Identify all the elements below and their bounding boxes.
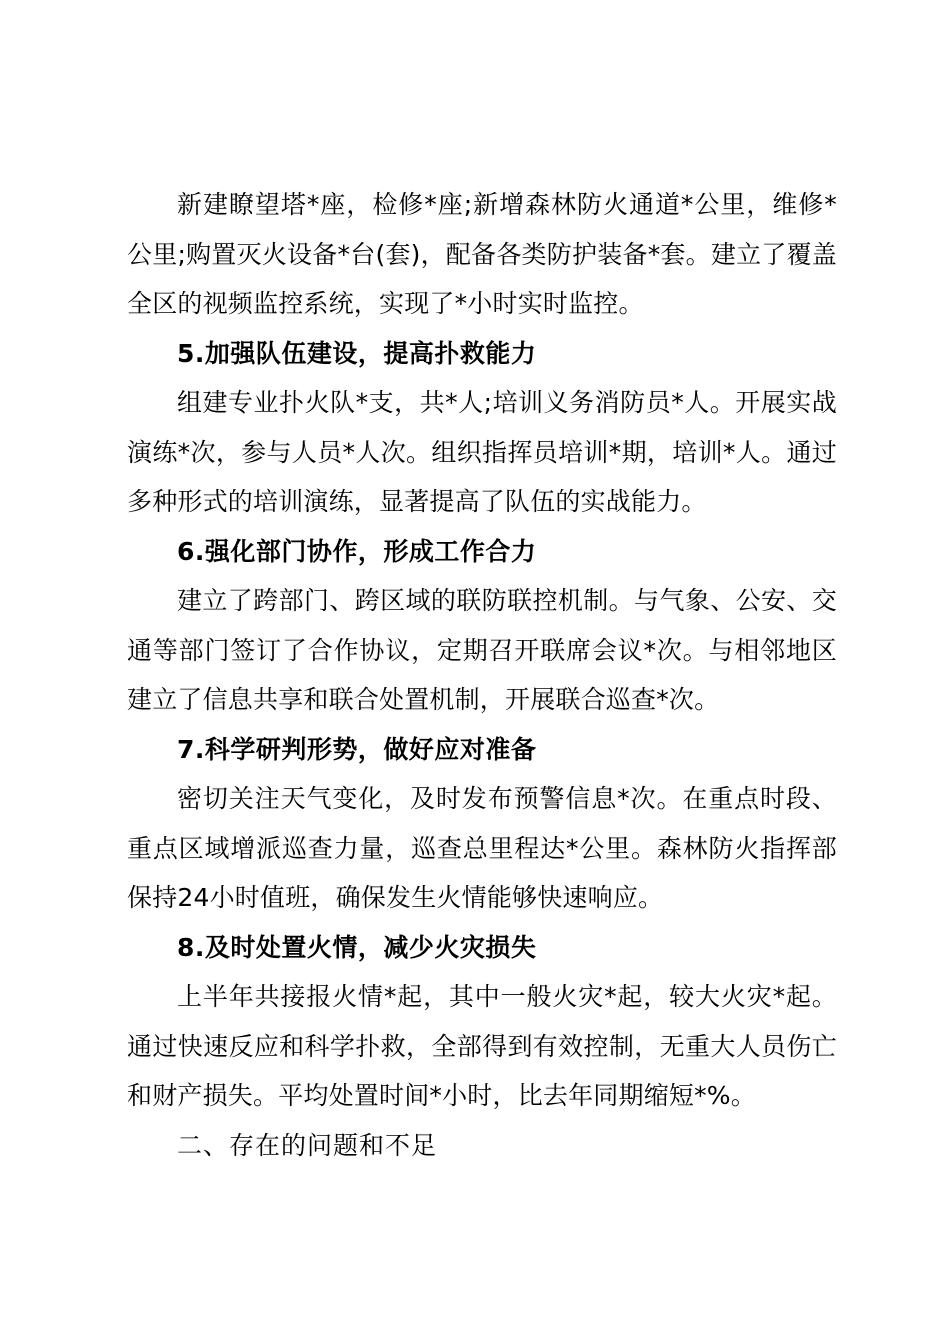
paragraph-fire-handling: 上半年共接报火情*起，其中一般火灾*起，较大火灾*起。通过快速反应和科学扑救，全部得到有效控制，无重大人员伤亡和财产损失。平均处置时间*小时，比去年同期缩短*%。: [127, 982, 837, 1110]
paragraph-team-building: 组建专业扑火队*支，共*人;培训义务消防员*人。开展实战演练*次，参与人员*人次。组织指挥员培训*期，培训*人。通过多种形式的培训演练，显著提高了队伍的实战能力。: [127, 388, 837, 516]
heading-situation-assessment: 7.科学研判形势，做好应对准备: [177, 734, 537, 764]
heading-department-cooperation: 6.强化部门协作，形成工作合力: [177, 536, 537, 566]
document-body: [127, 180, 837, 1170]
heading-team-building: 5.加强队伍建设，提高扑救能力: [177, 338, 537, 368]
paragraph-department-cooperation: 建立了跨部门、跨区域的联防联控机制。与气象、公安、交通等部门签订了合作协议，定期召开联席会议*次。与相邻地区建立了信息共享和联合处置机制，开展联合巡查*次。: [127, 586, 837, 714]
heading-fire-handling: 8.及时处置火情，减少火灾损失: [177, 932, 537, 962]
paragraph-situation-assessment: 密切关注天气变化，及时发布预警信息*次。在重点时段、重点区域增派巡查力量，巡查总里程达*公里。森林防火指挥部保持24小时值班，确保发生火情能够快速响应。: [127, 784, 837, 912]
paragraph-equipment: 新建瞭望塔*座，检修*座;新增森林防火通道*公里，维修*公里;购置灭火设备*台(套)，配备各类防护装备*套。建立了覆盖全区的视频监控系统，实现了*小时实时监控。: [127, 190, 837, 318]
section-title-problems: 二、存在的问题和不足: [177, 1130, 438, 1160]
